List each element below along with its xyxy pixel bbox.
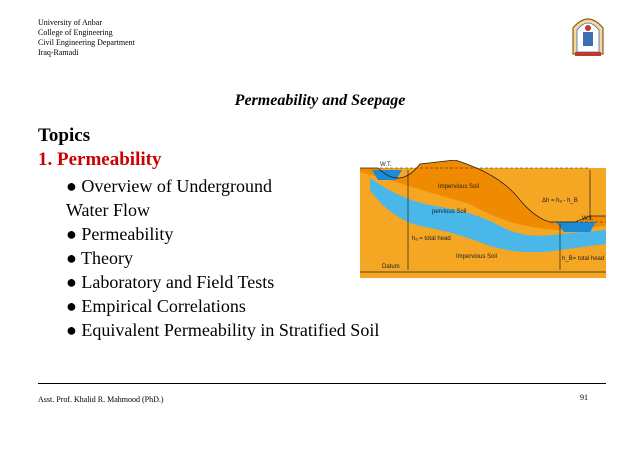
topic-item-permeability: 1. Permeability [38,149,162,170]
bullet-theory: ● Theory [66,248,134,268]
header-department: Civil Engineering Department [38,38,135,47]
impervious-bottom-label: Impervious Soil [456,254,498,260]
page-title: Permeability and Seepage [234,92,406,109]
wt-left-label: W.T. [380,162,392,168]
datum-label: Datum [382,264,400,270]
bullet-tests: ● Laboratory and Field Tests [66,272,275,292]
header-university: University of Anbar [38,18,102,27]
hb-label: h_B= total head [562,256,605,262]
header-college: College of Engineering [38,28,113,37]
university-seal-icon [565,14,611,60]
bullet-overview: ● Overview of Underground [66,176,272,196]
bullet-overview-cont: Water Flow [66,200,151,220]
impervious-top-label: Impervious Soil [438,184,480,190]
bullet-permeability: ● Permeability [66,224,174,244]
seepage-diagram [360,160,606,278]
institution-header [38,18,135,58]
footer-author: Asst. Prof. Khalid R. Mahmood (PhD.) [38,395,164,404]
bullet-stratified: ● Equivalent Permeability in Stratified Soil [66,320,380,340]
topics-heading: Topics [38,125,91,146]
page-number: 91 [580,393,588,402]
wt-right-label: W.T. [582,216,594,222]
header-city: Iraq-Ramadi [38,48,79,57]
ha-label: hₐ = total head [412,236,451,242]
delta-h-label: Δh = hₐ - h_B [542,198,578,204]
bullet-correlations: ● Empirical Correlations [66,296,246,316]
footer-divider [38,383,606,384]
pervious-label: pervious Soil [432,209,467,215]
